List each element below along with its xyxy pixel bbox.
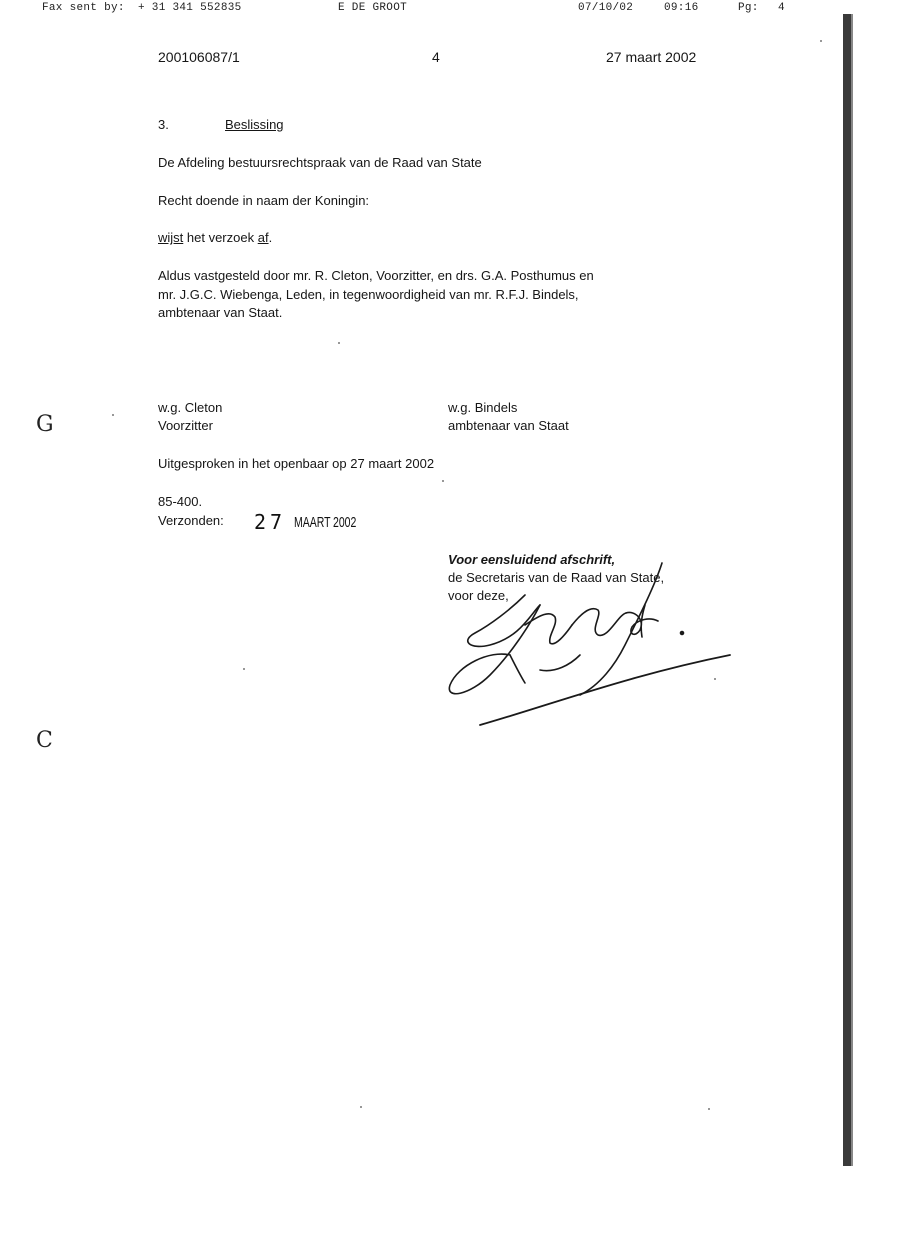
decision-body-line: De Afdeling bestuursrechtspraak van de Raad van State: [158, 155, 482, 170]
scan-speck: [820, 40, 822, 42]
fax-page-label: Pg:: [738, 2, 759, 14]
verdict-middle: het verzoek: [183, 230, 258, 245]
composition-line-3: ambtenaar van Staat.: [158, 305, 283, 320]
scan-edge-bar: [843, 14, 851, 1166]
section-title: Beslissing: [225, 117, 284, 132]
sent-label: Verzonden:: [158, 513, 224, 528]
verdict-verb: wijst: [158, 230, 184, 245]
stamp-year: 2002: [333, 514, 357, 531]
fax-sent-by-label: Fax sent by:: [42, 2, 125, 14]
scan-speck: [360, 1106, 362, 1108]
case-number: 200106087/1: [158, 49, 240, 65]
fax-time: 09:16: [664, 2, 699, 14]
margin-mark-bottom: C: [36, 728, 53, 753]
verdict-line: [158, 230, 272, 245]
fax-date: 07/10/02: [578, 2, 634, 14]
scan-speck: [112, 414, 114, 416]
fax-page-number: 4: [778, 2, 785, 14]
stamp-year-wrap: [333, 514, 366, 532]
scan-speck: [714, 678, 716, 680]
certification-line-3: voor deze,: [448, 588, 509, 603]
scan-speck: [243, 668, 245, 670]
handwritten-signature: [430, 555, 750, 740]
signature-left-name: w.g. Cleton: [158, 400, 223, 415]
verdict-period: .: [268, 230, 273, 245]
decision-formula-line: Recht doende in naam der Koningin:: [158, 193, 370, 208]
scan-speck: [442, 480, 444, 482]
date-stamp: [254, 510, 286, 534]
fax-sender: E DE GROOT: [338, 2, 408, 14]
scan-speck: [338, 342, 340, 344]
signature-right-role: ambtenaar van Staat: [448, 418, 569, 433]
stamp-month: MAART: [294, 514, 331, 531]
stamp-day: 27: [254, 510, 287, 534]
certification-line-1: Voor eensluidend afschrift,: [448, 552, 616, 567]
composition-line-2: mr. J.G.C. Wiebenga, Leden, in tegenwoordigheid van mr. R.F.J. Bindels,: [158, 287, 579, 302]
fax-phone: + 31 341 552835: [138, 2, 242, 14]
page-number: 4: [432, 49, 440, 65]
document-date: 27 maart 2002: [606, 49, 697, 65]
margin-mark-top: G: [36, 412, 54, 437]
signature-right-name: w.g. Bindels: [448, 400, 518, 415]
certification-line-2: de Secretaris van de Raad van State,: [448, 570, 665, 585]
scan-edge-shadow: [851, 14, 853, 1166]
scan-speck: [708, 1108, 710, 1110]
signature-left-role: Voorzitter: [158, 418, 213, 433]
pronounced-line: Uitgesproken in het openbaar op 27 maart 2002: [158, 456, 435, 471]
verdict-af: af: [257, 230, 269, 245]
reference-number: 85-400.: [158, 494, 203, 509]
composition-line-1: Aldus vastgesteld door mr. R. Cleton, Voorzitter, en drs. G.A. Posthumus en: [158, 268, 594, 283]
section-number: 3.: [158, 117, 169, 132]
